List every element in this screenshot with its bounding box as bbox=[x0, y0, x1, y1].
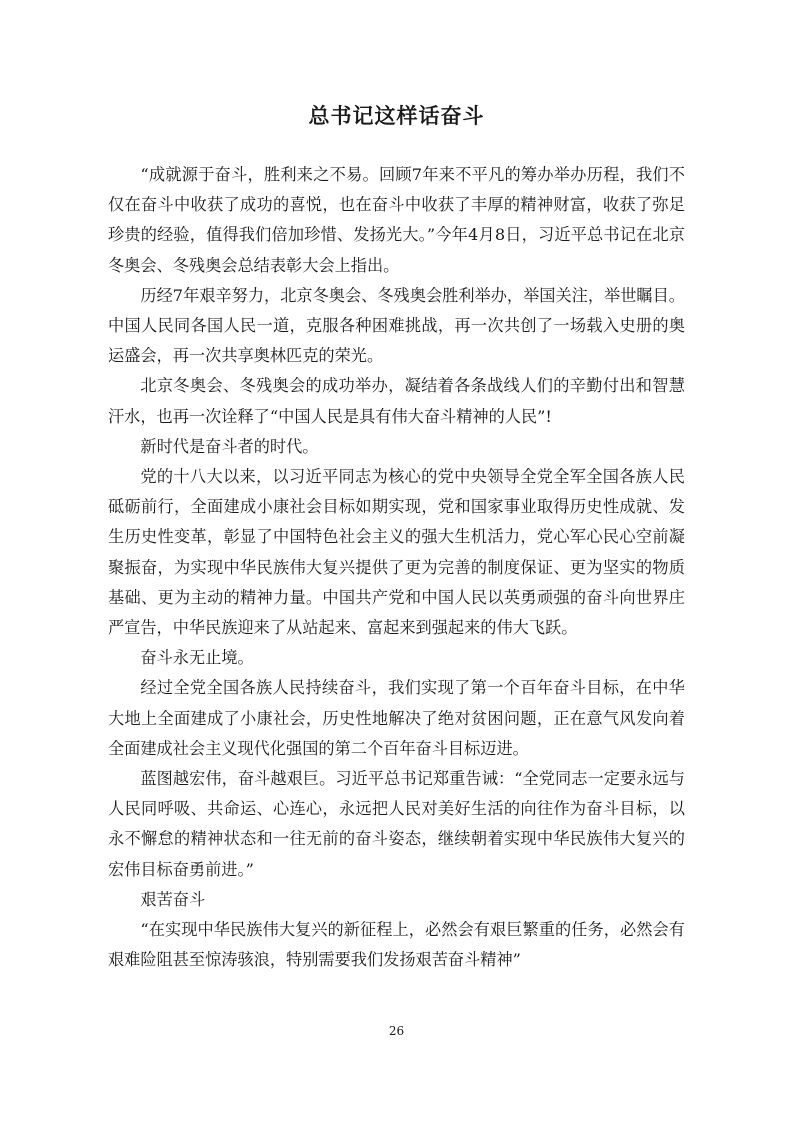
paragraph-success: 北京冬奥会、冬残奥会的成功举办，凝结着各条战线人们的辛勤付出和智慧汗水，也再一次诠释了“中国人民是具有伟大奋斗精神的人民”! bbox=[108, 376, 685, 426]
paragraph-new-journey: “在实现中华民族伟大复兴的新征程上，必然会有艰巨繁重的任务，必然会有艰难险阻甚至惊涛骇浪，特别需要我们发扬艰苦奋斗精神” bbox=[108, 920, 685, 970]
paragraph-olympics: 历经7年艰辛努力，北京冬奥会、冬残奥会胜利举办，举国关注，举世瞩目。中国人民同各国人民一道，克服各种困难挑战，再一次共创了一场载入史册的奥运盛会，再一次共享奥林匹克的荣光。 bbox=[108, 285, 685, 366]
paragraph-party-congress: 党的十八大以来，以习近平同志为核心的党中央领导全党全军全国各族人民砥砺前行，全面建成小康社会目标如期实现，党和国家事业取得历史性成就、发生历史性变革，彰显了中国特色社会主义的强大生机活力，党心军心民心空前凝聚振奋，为实现中华民族伟大复兴提供了更为完善的制度保证、更为坚实的物质基础、更为主动的精神力量。中国共产党和中国人民以英勇顽强的奋斗向世界庄严宣告，中华民族迎来了从站起来、富起来到强起来的伟大飞跃。 bbox=[108, 467, 685, 638]
page-title: 总书记这样话奋斗 bbox=[308, 103, 485, 128]
section-heading-hard-work: 艰苦奋斗 bbox=[140, 889, 206, 909]
paragraph-endless-struggle: 奋斗永无止境。 bbox=[140, 648, 254, 668]
page-number: 26 bbox=[388, 1024, 405, 1038]
paragraph-new-era: 新时代是奋斗者的时代。 bbox=[140, 436, 319, 456]
article-body bbox=[108, 160, 685, 975]
paragraph-blueprint: 蓝图越宏伟，奋斗越艰巨。习近平总书记郑重告诫：“全党同志一定要永远与人民同呼吸、共命运、心连心，永远把人民对美好生活的向往作为奋斗目标，以永不懈怠的精神状态和一往无前的奋斗姿态，继续朝着实现中华民族伟大复兴的宏伟目标奋勇前进。” bbox=[108, 769, 685, 879]
paragraph-quote-intro: “成就源于奋斗，胜利来之不易。回顾7年来不平凡的筹办举办历程，我们不仅在奋斗中收获了成功的喜悦，也在奋斗中收获了丰厚的精神财富，收获了弥足珍贵的经验，值得我们倍加珍惜、发扬光大。”今年4月8日，习近平总书记在北京冬奥会、冬残奥会总结表彰大会上指出。 bbox=[108, 165, 685, 275]
paragraph-first-goal: 经过全党全国各族人民持续奋斗，我们实现了第一个百年奋斗目标，在中华大地上全面建成了小康社会，历史性地解决了绝对贫困问题，正在意气风发向着全面建成社会主义现代化强国的第二个百年奋斗目标迈进。 bbox=[108, 678, 685, 758]
